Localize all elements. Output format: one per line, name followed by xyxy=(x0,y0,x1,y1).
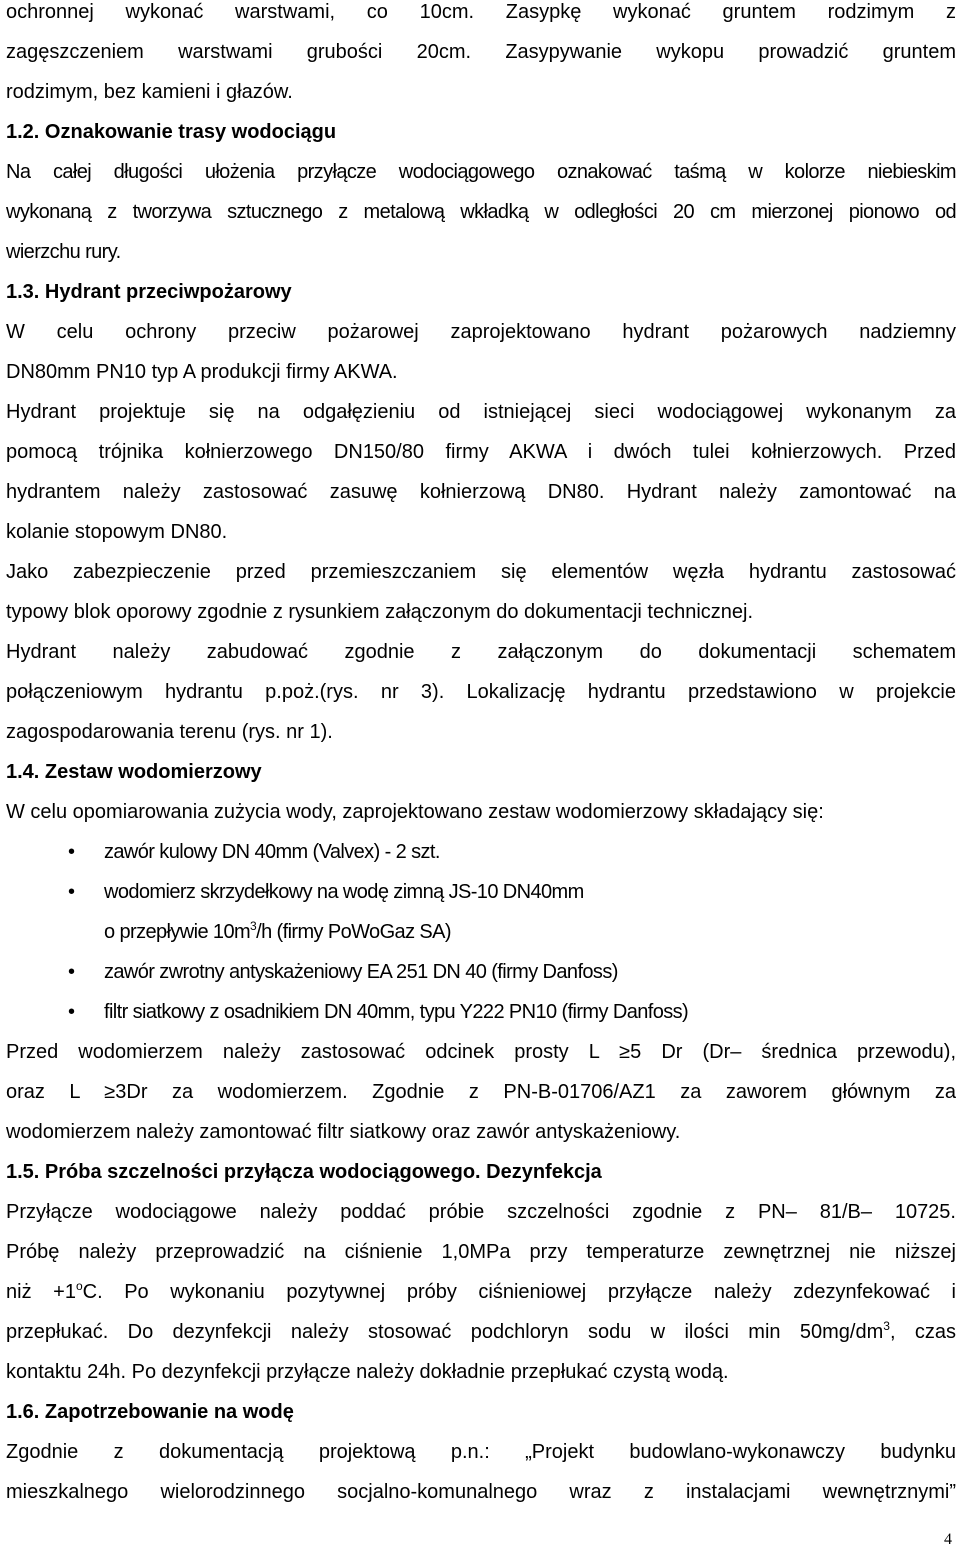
list-item-text: zawór zwrotny antyskażeniowy EA 251 DN 40 (firmy Danfoss) xyxy=(104,961,618,983)
bullet-icon: • xyxy=(68,881,75,903)
list-item xyxy=(6,840,956,880)
paragraph-line: kontaktu 24h. Po dezynfekcji przyłącze należy dokładnie przepłukać czystą wodą. xyxy=(6,1361,729,1383)
superscript: 3 xyxy=(250,920,257,933)
paragraph-line xyxy=(6,1320,956,1360)
paragraph-line: zagospodarowania terenu (rys. nr 1). xyxy=(6,721,333,743)
section-heading-1-4: 1.4. Zestaw wodomierzowy xyxy=(6,761,262,783)
paragraph-line: oraz L ≥3Dr za wodomierzem. Zgodnie z PN-B-01706/AZ1 za zaworem głównym za xyxy=(6,1081,956,1103)
paragraph-line: wierzchu rury. xyxy=(6,241,121,263)
section-heading-1-6: 1.6. Zapotrzebowanie na wodę xyxy=(6,1401,294,1423)
paragraph-line: wodomierzem należy zamontować filtr siatkowy oraz zawór antyskażeniowy. xyxy=(6,1121,681,1143)
paragraph-line xyxy=(6,1280,956,1320)
section-heading-1-3: 1.3. Hydrant przeciwpożarowy xyxy=(6,281,292,303)
paragraph-line: hydrantem należy zastosować zasuwę kołnierzową DN80. Hydrant należy zamontować na xyxy=(6,481,956,503)
paragraph-line: Próbę należy przeprowadzić na ciśnienie 1,0MPa przy temperaturze zewnętrznej nie niższej xyxy=(6,1241,956,1263)
paragraph-line: Przed wodomierzem należy zastosować odcinek prosty L ≥5 Dr (Dr– średnica przewodu), xyxy=(6,1041,956,1063)
flow-text: /h (firmy PoWoGaz SA) xyxy=(256,921,451,943)
section-heading-1-5: 1.5. Próba szczelności przyłącza wodociągowego. Dezynfekcja xyxy=(6,1161,602,1183)
list-item-text: filtr siatkowy z osadnikiem DN 40mm, typu Y222 PN10 (firmy Danfoss) xyxy=(104,1001,689,1023)
section-heading-1-2: 1.2. Oznakowanie trasy wodociągu xyxy=(6,121,337,143)
paragraph-line: pomocą trójnika kołnierzowego DN150/80 firmy AKWA i dwóch tulei kołnierzowych. Przed xyxy=(6,441,956,463)
paragraph-line: W celu ochrony przeciw pożarowej zaprojektowano hydrant pożarowych nadziemny xyxy=(6,321,956,343)
page-number: 4 xyxy=(944,1531,952,1548)
bullet-icon: • xyxy=(68,1001,75,1023)
flow-text: , czas xyxy=(889,1321,956,1343)
list-item xyxy=(6,1000,956,1040)
paragraph-line: wykonaną z tworzywa sztucznego z metalową wkładką w odległości 20 cm mierzonej pionowo od xyxy=(6,201,956,223)
paragraph-line: rodzimym, bez kamieni i głazów. xyxy=(6,81,293,103)
paragraph-line: kolanie stopowym DN80. xyxy=(6,521,228,543)
flow-text: C. Po wykonaniu pozytywnej próby ciśnieniowej przyłącze należy zdezynfekować i xyxy=(82,1281,956,1303)
paragraph-line: DN80mm PN10 typ A produkcji firmy AKWA. xyxy=(6,361,398,383)
paragraph-line: typowy blok oporowy zgodnie z rysunkiem załączonym do dokumentacji technicznej. xyxy=(6,601,754,623)
paragraph-line: zagęszczeniem warstwami grubości 20cm. Zasypywanie wykopu prowadzić gruntem xyxy=(6,41,956,63)
superscript: 3 xyxy=(883,1320,890,1333)
bullet-icon: • xyxy=(68,961,75,983)
document-page xyxy=(6,0,956,1520)
paragraph-line: mieszkalnego wielorodzinnego socjalno-komunalnego wraz z instalacjami wewnętrznymi” xyxy=(6,1481,956,1503)
paragraph-line: Na całej długości ułożenia przyłącze wodociągowego oznakować taśmą w kolorze niebieskim xyxy=(6,161,956,183)
superscript: o xyxy=(75,1280,83,1293)
paragraph-line: Hydrant projektuje się na odgałęzieniu od istniejącej sieci wodociągowej wykonanym za xyxy=(6,401,956,423)
flow-text: przepłukać. Do dezynfekcji należy stosować podchloryn sodu w ilości min 50mg/dm xyxy=(6,1321,884,1343)
list-item xyxy=(6,880,956,920)
flow-text: o przepływie 10m xyxy=(104,921,251,943)
paragraph-line: ochronnej wykonać warstwami, co 10cm. Zasypkę wykonać gruntem rodzimym z xyxy=(6,1,956,23)
list-item-text: wodomierz skrzydełkowy na wodę zimną JS-10 DN40mm xyxy=(104,881,584,903)
bullet-icon: • xyxy=(68,841,75,863)
paragraph-line: Hydrant należy zabudować zgodnie z załączonym do dokumentacji schematem xyxy=(6,641,956,663)
paragraph-line: Przyłącze wodociągowe należy poddać próbie szczelności zgodnie z PN– 81/B– 10725. xyxy=(6,1201,956,1223)
flow-text: niż +1 xyxy=(6,1281,76,1303)
paragraph-line: połączeniowym hydrantu p.poż.(rys. nr 3). Lokalizację hydrantu przedstawiono w projekcie xyxy=(6,681,956,703)
list-item-text: zawór kulowy DN 40mm (Valvex) - 2 szt. xyxy=(104,841,440,863)
paragraph-line: Zgodnie z dokumentacją projektową p.n.: „Projekt budowlano-wykonawczy budynku xyxy=(6,1441,956,1463)
list-item-continuation xyxy=(6,920,956,960)
list-item xyxy=(6,960,956,1000)
paragraph-line: Jako zabezpieczenie przed przemieszczaniem się elementów węzła hydrantu zastosować xyxy=(6,561,956,583)
paragraph-line: W celu opomiarowania zużycia wody, zaprojektowano zestaw wodomierzowy składający się: xyxy=(6,801,824,823)
